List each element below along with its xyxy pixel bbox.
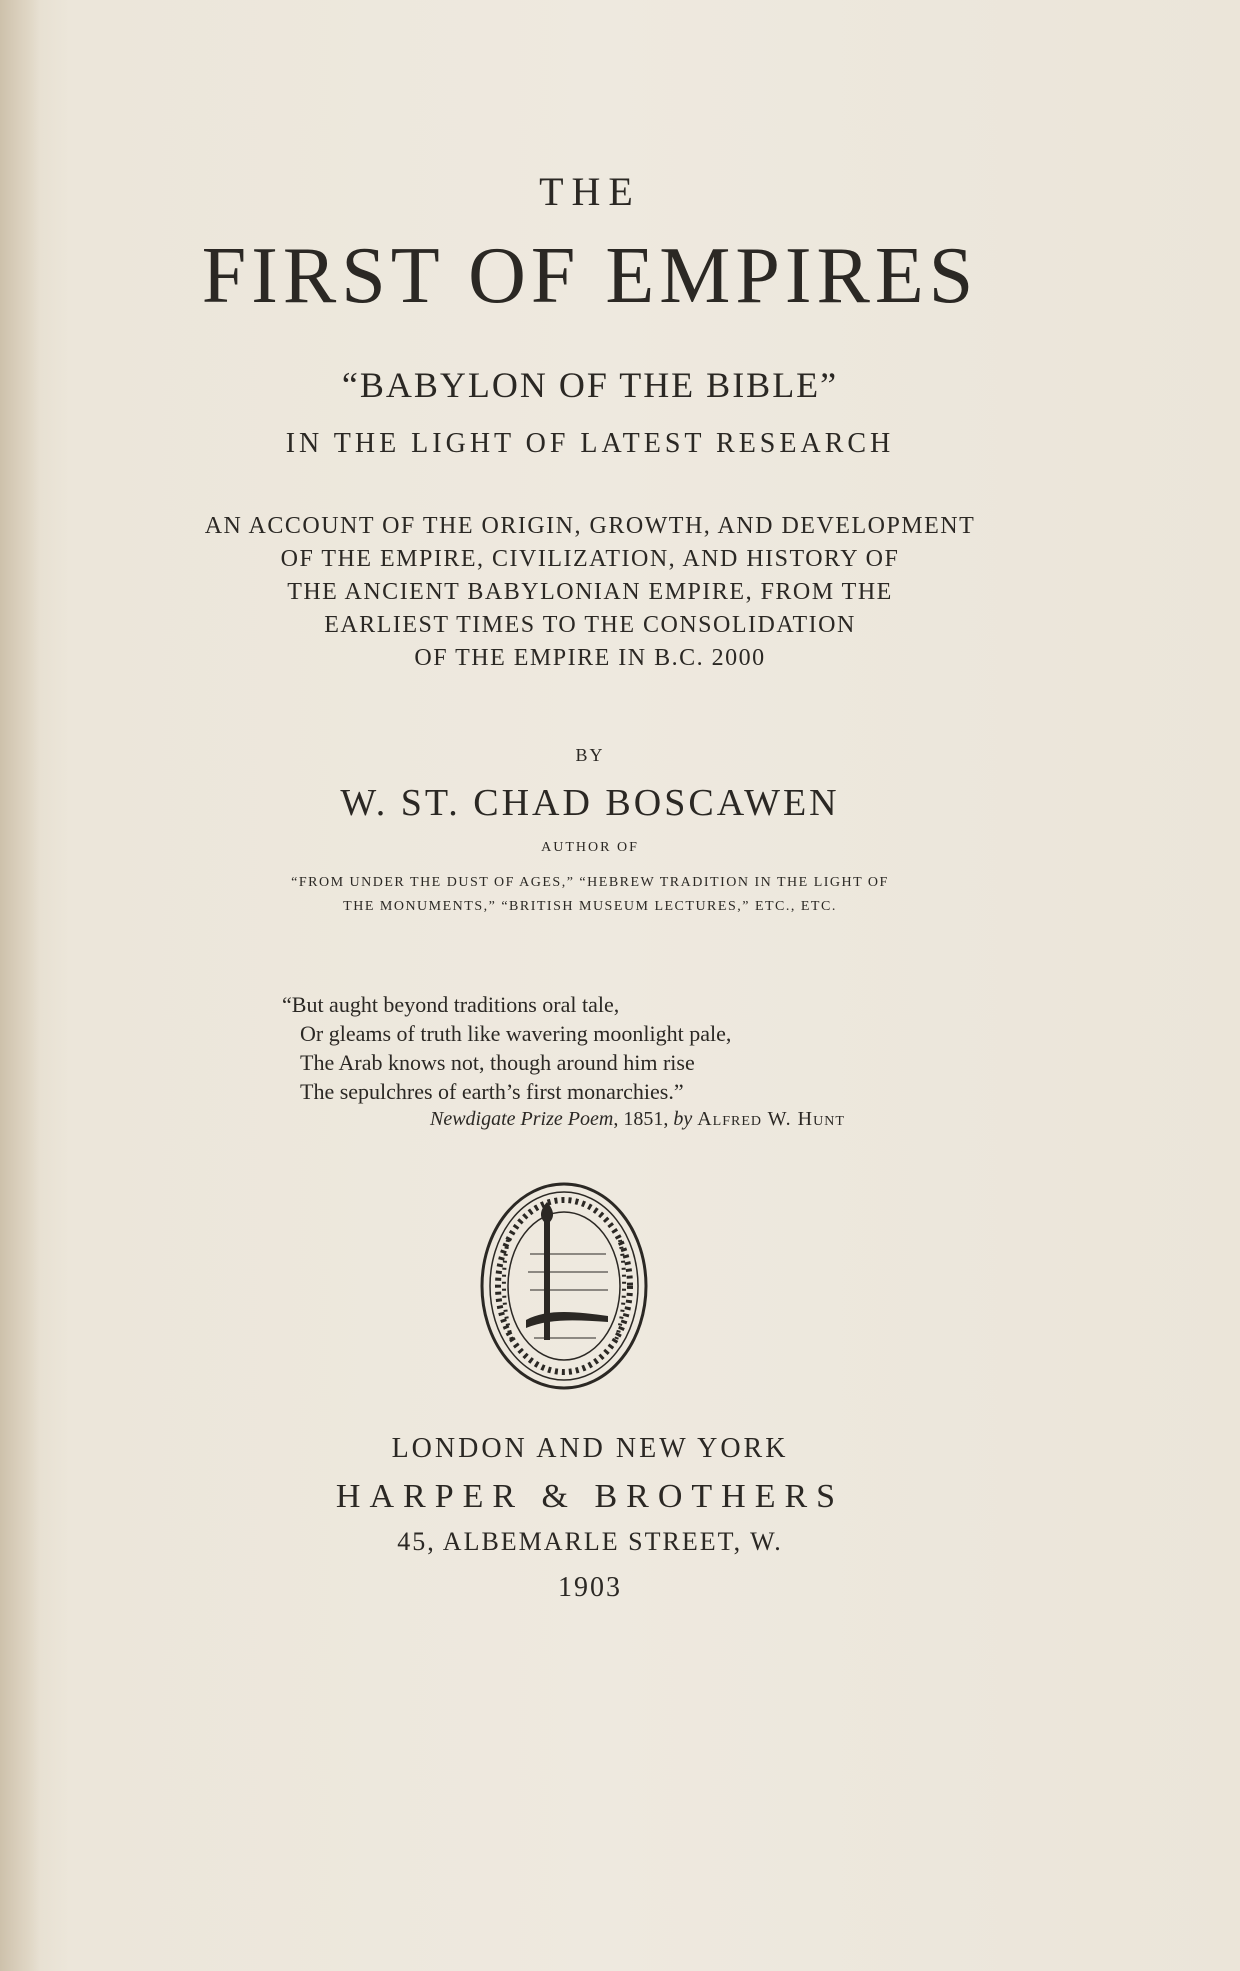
works-line: “FROM UNDER THE DUST OF AGES,” “HEBREW TRADITION IN THE LIGHT OF: [291, 875, 889, 890]
title-article: THE: [539, 169, 641, 214]
epigraph-attribution: [430, 1108, 1030, 1131]
account-line: OF THE EMPIRE, CIVILIZATION, AND HISTORY OF: [280, 546, 900, 572]
poem-line: The sepulchres of earth’s first monarchies.”: [300, 1079, 684, 1104]
source-by: by: [673, 1108, 693, 1130]
account-description: [130, 510, 1050, 675]
epigraph-poem: [282, 990, 1002, 1106]
publication-year: 1903: [558, 1572, 622, 1603]
previous-works: [130, 871, 1050, 919]
by-label: BY: [575, 745, 605, 765]
subtitle-babylon: “BABYLON OF THE BIBLE”: [341, 365, 839, 405]
poem-line: Or gleams of truth like wavering moonlight pale,: [300, 1021, 732, 1046]
author-name: W. ST. CHAD BOSCAWEN: [340, 782, 840, 824]
account-line: AN ACCOUNT OF THE ORIGIN, GROWTH, AND DEVELOPMENT: [204, 513, 976, 539]
source-year: , 1851,: [613, 1108, 674, 1130]
main-title: FIRST OF EMPIRES: [201, 232, 979, 320]
publisher-name: HARPER & BROTHERS: [335, 1478, 845, 1515]
account-line: EARLIEST TIMES TO THE CONSOLIDATION: [324, 612, 856, 638]
poem-line: “But aught beyond traditions oral tale,: [282, 992, 620, 1017]
publisher-device-emblem: [478, 1180, 650, 1392]
author-of-label: AUTHOR OF: [541, 840, 639, 855]
subtitle-research: IN THE LIGHT OF LATEST RESEARCH: [285, 428, 895, 459]
poem-line: The Arab knows not, though around him rise: [300, 1050, 695, 1075]
account-line: THE ANCIENT BABYLONIAN EMPIRE, FROM THE: [287, 579, 893, 605]
works-line: THE MONUMENTS,” “BRITISH MUSEUM LECTURES,” ETC., ETC.: [343, 899, 837, 914]
source-title: Newdigate Prize Poem: [430, 1108, 614, 1130]
publisher-address: 45, ALBEMARLE STREET, W.: [397, 1527, 783, 1556]
account-line: OF THE EMPIRE IN B.C. 2000: [414, 645, 766, 671]
book-gutter: [0, 0, 40, 1971]
source-author: Alfred W. Hunt: [697, 1108, 845, 1130]
publication-city: LONDON AND NEW YORK: [391, 1433, 789, 1464]
